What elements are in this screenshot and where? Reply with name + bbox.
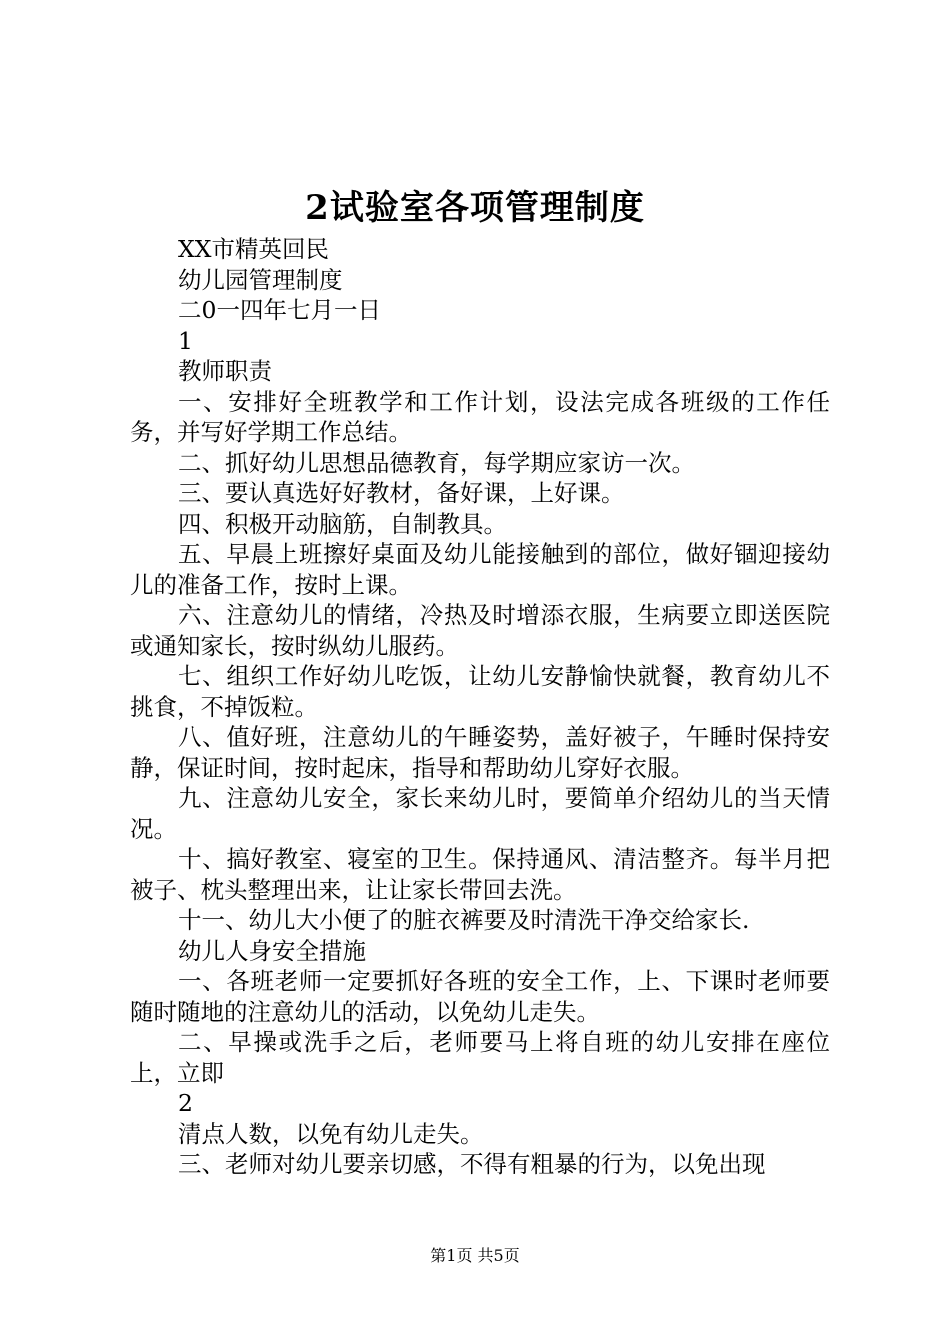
paragraph: 四、积极开动脑筋，自制教具。 [178,509,507,538]
section-heading: 幼儿人身安全措施 [178,936,366,965]
paragraph: 十一、幼儿大小便了的脏衣裤要及时清洗干净交给家长. [178,906,750,934]
paragraph: 六、注意幼儿的情绪，冷热及时增添衣服，生病要立即送医院或通知家长，按时纵幼儿服药。 [130,601,830,660]
page-number-marker: 2 [178,1089,193,1117]
paragraph: 二、抓好幼儿思想品德教育，每学期应家访一次。 [178,448,695,477]
paragraph: 九、注意幼儿安全，家长来幼儿时，要简单介绍幼儿的当天情况。 [130,784,830,843]
paragraph: 二、早操或洗手之后，老师要马上将自班的幼儿安排在座位上，立即 [130,1028,830,1087]
paragraph: 七、组织工作好幼儿吃饭，让幼儿安静愉快就餐，教育幼儿不挑食，不掉饭粒。 [130,662,830,721]
paragraph: 五、早晨上班擦好桌面及幼儿能接触到的部位，做好锢迎接幼儿的准备工作，按时上课。 [130,540,830,599]
page-number-marker: 1 [178,326,193,355]
text-line: XX市精英回民 [178,235,329,263]
page-footer: 第1页 共5页 [430,1246,520,1265]
paragraph: 十、搞好教室、寝室的卫生。保持通风、清洁整齐。每半月把被子、枕头整理出来，让让家长带回去洗。 [130,845,830,904]
text-line: 清点人数，以免有幼儿走失。 [178,1119,484,1148]
paragraph: 一、安排好全班教学和工作计划，设法完成各班级的工作任务，并写好学期工作总结。 [130,387,830,446]
document-body [130,234,830,1180]
paragraph: 八、值好班，注意幼儿的午睡姿势，盖好被子，午睡时保持安静，保证时间，按时起床，指导和帮助幼儿穿好衣服。 [130,723,830,782]
text-line: 二0一四年七月一日 [178,296,381,324]
text-line: 幼儿园管理制度 [178,265,343,294]
section-heading: 教师职责 [178,357,272,385]
paragraph: 三、老师对幼儿要亲切感，不得有粗暴的行为，以免出现 [178,1150,766,1178]
paragraph: 三、要认真选好好教材，备好课，上好课。 [178,479,625,507]
document-title: 2试验室各项管理制度 [305,188,645,228]
paragraph: 一、各班老师一定要抓好各班的安全工作，上、下课时老师要随时随地的注意幼儿的活动，以免幼儿走失。 [130,967,830,1026]
